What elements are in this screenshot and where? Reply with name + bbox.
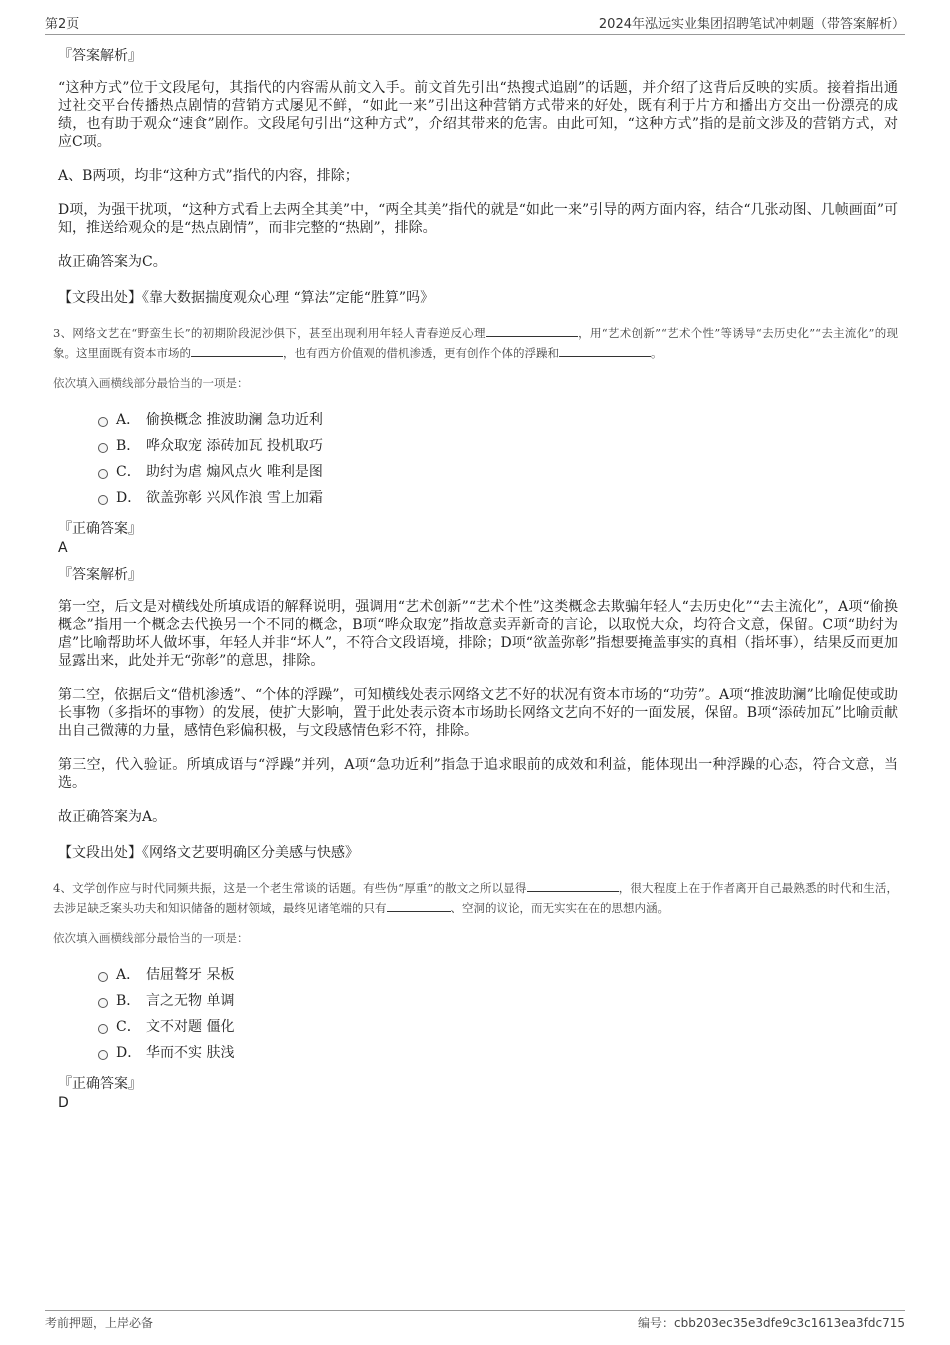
fill-blank <box>527 879 619 892</box>
option-a[interactable]: A． 佶屈聱牙 呆板 <box>98 961 898 987</box>
correct-answer-heading: 『正确答案』 <box>58 521 142 537</box>
analysis-heading: 『答案解析』 <box>58 48 142 64</box>
option-b[interactable]: B． 言之无物 单调 <box>98 987 898 1013</box>
analysis-paragraph: A、B两项，均非“这种方式”指代的内容，排除； <box>58 168 359 184</box>
footer-slogan: 考前押题，上岸必备 <box>45 1316 154 1330</box>
radio-icon[interactable] <box>98 469 108 479</box>
correct-answer: D <box>58 1095 69 1111</box>
analysis-conclusion: 故正确答案为C。 <box>58 254 167 270</box>
question-4-options <box>98 961 898 1065</box>
analysis-paragraph: 第二空，依据后文“借机渗透”、“个体的浮躁”，可知横线处表示网络文艺不好的状况有资本市场的“功劳”。A项“推波助澜”比喻促使或助长事物（多指坏的事物）的发展，使扩大影响，置于此处表示资本市场助长网络文艺向不好的一面发展，保留。B项“添砖加瓦”比喻贡献出自己微薄的力量，感情色彩偏积极，与文段感情色彩不符，排除。 <box>58 687 898 739</box>
fill-blank <box>387 899 451 912</box>
question-3-prompt: 依次填入画横线部分最恰当的一项是： <box>53 376 249 390</box>
fill-blank <box>191 344 283 357</box>
analysis-heading: 『答案解析』 <box>58 567 142 583</box>
question-3-stem: 3、网络文艺在“野蛮生长”的初期阶段泥沙俱下，甚至出现利用年轻人青春逆反心理 ，用“艺术创新”“艺术个性”等诱导“去历史化”“去主流化”的现象。这里面既有资本市场的 ，也有西方价值观的借机渗透，更有创作个体的浮躁和 。 <box>53 326 898 360</box>
radio-icon[interactable] <box>98 417 108 427</box>
text-source: 【文段出处】《靠大数据揣度观众心理 “算法”定能“胜算”吗》 <box>58 290 435 306</box>
text-source: 【文段出处】《网络文艺要明确区分美感与快感》 <box>58 845 359 861</box>
radio-icon[interactable] <box>98 998 108 1008</box>
question-4-stem: 4、文学创作应与时代同频共振，这是一个老生常谈的话题。有些伪“厚重”的散文之所以显得 ，很大程度上在于作者离开自己最熟悉的时代和生活，去涉足缺乏案头功夫和知识储备的题材领域，最终见诸笔端的只有 、空洞的议论，而无实实在在的思想内涵。 <box>53 881 899 915</box>
analysis-paragraph: 第一空，后文是对横线处所填成语的解释说明，强调用“艺术创新”“艺术个性”这类概念去欺骗年轻人“去历史化”“去主流化”，A项“偷换概念”指用一个概念去代换另一个不同的概念，B项“哗众取宠”指故意卖弄新奇的言论，以取悦大众，均符合文意，保留。C项“助纣为虐”比喻帮助坏人做坏事，年轻人并非“坏人”，不符合文段语境，排除；D项“欲盖弥彰”指想要掩盖事实的真相（指坏事），结果反而更加显露出来，此处并无“弥彰”的意思，排除。 <box>58 599 898 669</box>
page-footer <box>45 1310 905 1336</box>
correct-answer-heading: 『正确答案』 <box>58 1076 142 1092</box>
radio-icon[interactable] <box>98 1024 108 1034</box>
analysis-conclusion: 故正确答案为A。 <box>58 809 167 825</box>
option-d[interactable]: D． 华而不实 肤浅 <box>98 1039 898 1065</box>
option-c[interactable]: C． 助纣为虐 煽风点火 唯利是图 <box>98 458 898 484</box>
question-4-prompt: 依次填入画横线部分最恰当的一项是： <box>53 931 249 945</box>
fill-blank <box>486 324 578 337</box>
page-header <box>45 10 905 35</box>
radio-icon[interactable] <box>98 972 108 982</box>
option-a[interactable]: A． 偷换概念 推波助澜 急功近利 <box>98 406 898 432</box>
radio-icon[interactable] <box>98 1050 108 1060</box>
analysis-paragraph: 第三空，代入验证。所填成语与“浮躁”并列，A项“急功近利”指急于追求眼前的成效和利益，能体现出一种浮躁的心态，符合文意，当选。 <box>58 757 898 791</box>
page-content <box>53 45 899 1119</box>
document-code: 编号：cbb203ec35e3dfe9c3c1613ea3fdc715 <box>638 1316 905 1330</box>
analysis-paragraph: “这种方式”位于文段尾句，其指代的内容需从前文入手。前文首先引出“热搜式追剧”的话题，并介绍了这背后反映的实质。接着指出通过社交平台传播热点剧情的营销方式屡见不鲜，“如此一来”引出这种营销方式带来的好处，既有利于片方和播出方交出一份漂亮的成绩，也有助于观众“速食”剧作。文段尾句引出“这种方式”，介绍其带来的危害。由此可知，“这种方式”指的是前文涉及的营销方式，对应C项。 <box>58 80 898 150</box>
question-3-options <box>98 406 898 510</box>
fill-blank <box>559 344 651 357</box>
page-number: 第2页 <box>45 17 80 32</box>
radio-icon[interactable] <box>98 495 108 505</box>
option-d[interactable]: D． 欲盖弥彰 兴风作浪 雪上加霜 <box>98 484 898 510</box>
option-c[interactable]: C． 文不对题 僵化 <box>98 1013 898 1039</box>
analysis-paragraph: D项，为强干扰项，“这种方式看上去两全其美”中，“两全其美”指代的就是“如此一来”引导的两方面内容，结合“几张动图、几帧画面”可知，推送给观众的是“热点剧情”，而非完整的“热剧”，排除。 <box>58 202 898 236</box>
radio-icon[interactable] <box>98 443 108 453</box>
document-title: 2024年泓远实业集团招聘笔试冲刺题（带答案解析） <box>598 17 905 32</box>
option-b[interactable]: B． 哗众取宠 添砖加瓦 投机取巧 <box>98 432 898 458</box>
correct-answer: A <box>58 540 68 556</box>
